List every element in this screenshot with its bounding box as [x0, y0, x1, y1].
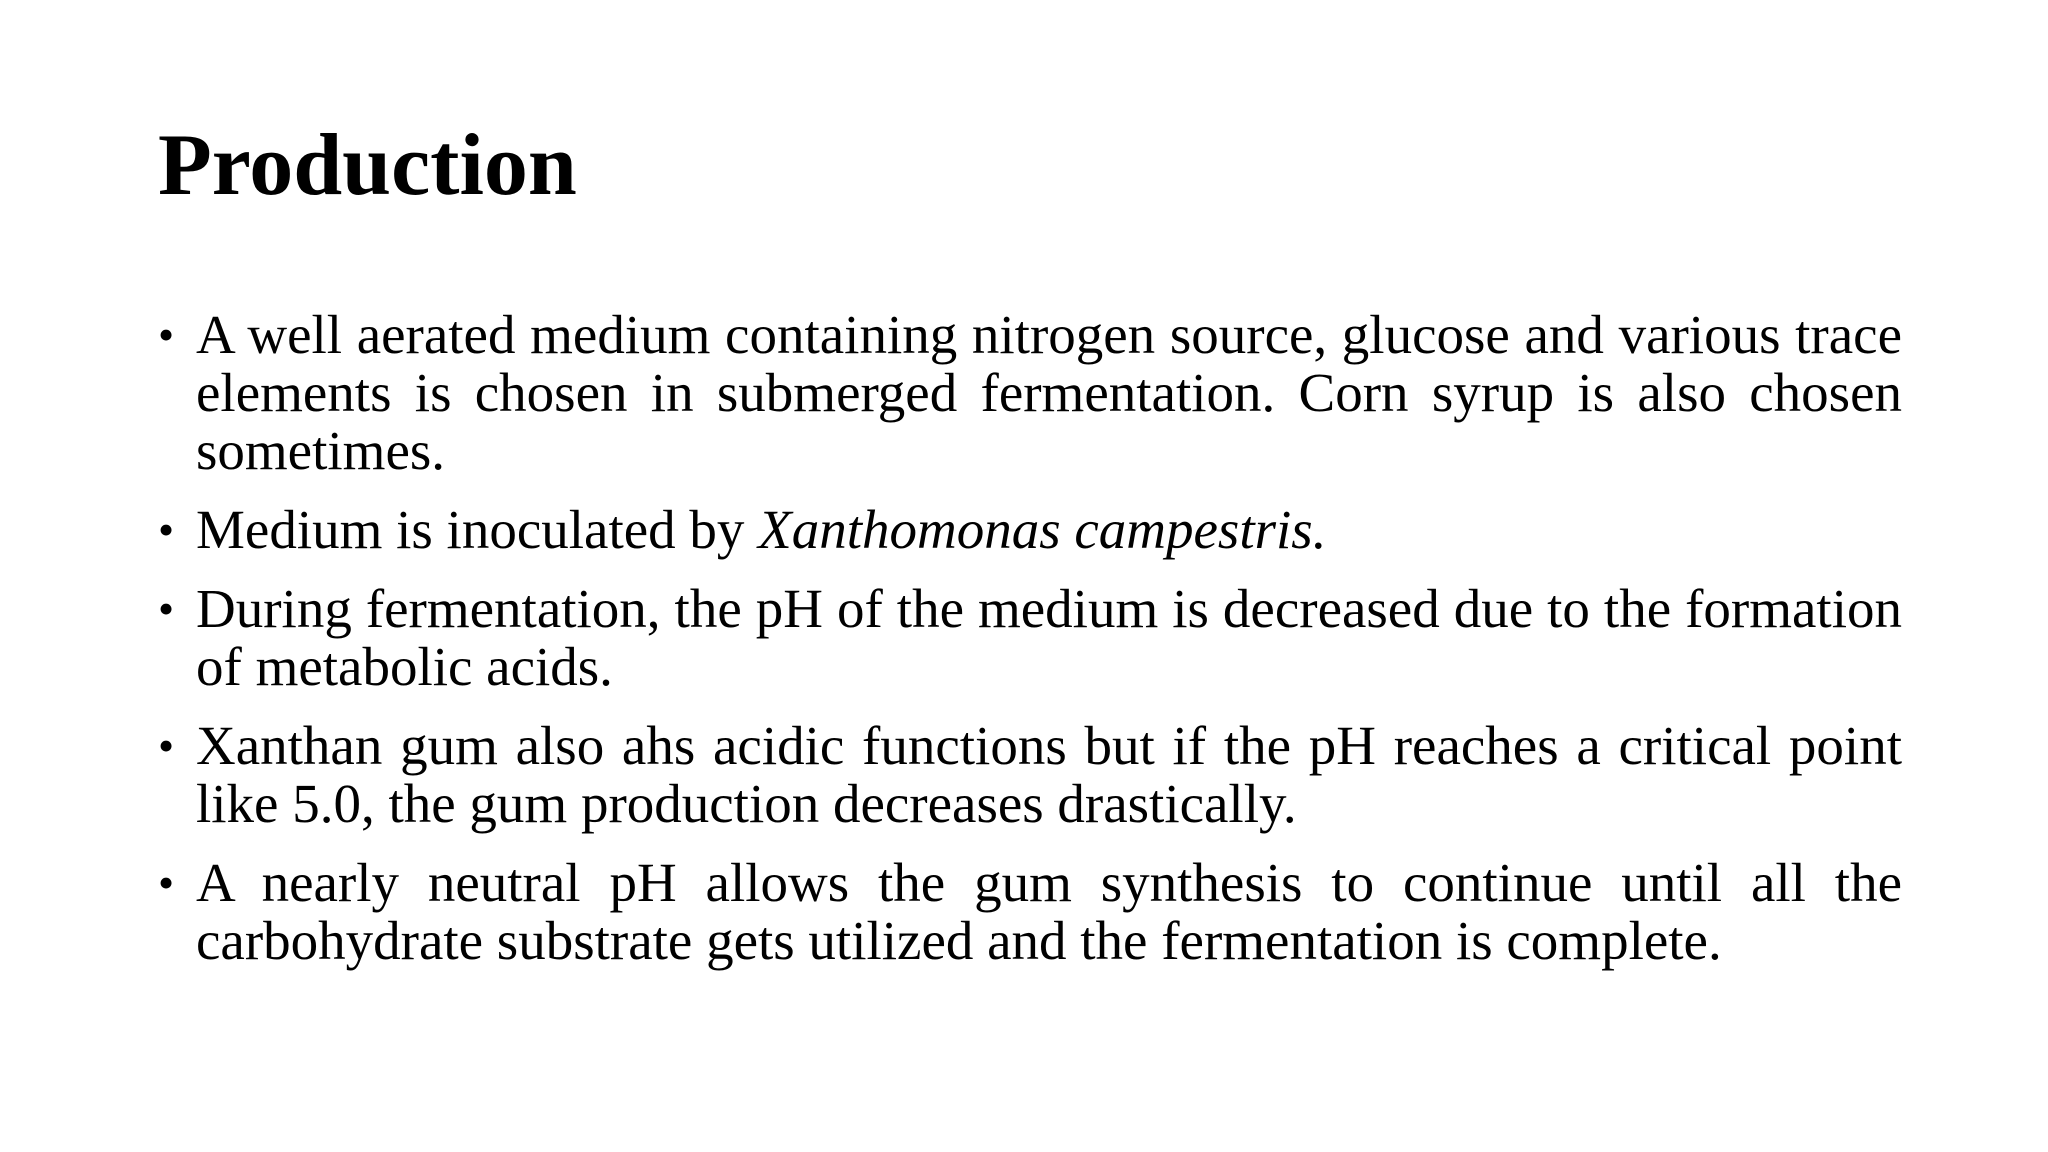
bullet-text-plain: Medium is inoculated by: [196, 499, 759, 560]
bullet-list: [158, 306, 1902, 991]
bullet-marker: •: [158, 857, 175, 908]
bullet-text: During fermentation, the pH of the medium is decreased due to the formation of metabolic acids.: [196, 578, 1902, 697]
bullet-marker: •: [158, 583, 175, 634]
bullet-text: A well aerated medium containing nitrogen source, glucose and various trace elements is chosen in submerged fermentation. Corn syrup is also chosen sometimes.: [196, 304, 1902, 481]
bullet-item-medium: [158, 306, 1902, 480]
slide-title: Production: [158, 117, 577, 214]
bullet-text-species: Xanthomonas campestris.: [758, 499, 1327, 560]
bullet-marker: •: [158, 720, 175, 771]
bullet-item-acidic-functions: [158, 717, 1902, 833]
bullet-text: [196, 499, 1326, 560]
bullet-item-ph-decrease: [158, 580, 1902, 696]
bullet-marker: •: [158, 309, 175, 360]
bullet-item-neutral-ph: [158, 854, 1902, 970]
bullet-item-inoculation: [158, 501, 1902, 559]
bullet-marker: •: [158, 504, 175, 555]
bullet-text: A nearly neutral pH allows the gum synthesis to continue until all the carbohydrate substrate gets utilized and the fermentation is complete.: [196, 852, 1902, 971]
bullet-text: Xanthan gum also ahs acidic functions but if the pH reaches a critical point like 5.0, the gum production decreases drastically.: [196, 715, 1902, 834]
